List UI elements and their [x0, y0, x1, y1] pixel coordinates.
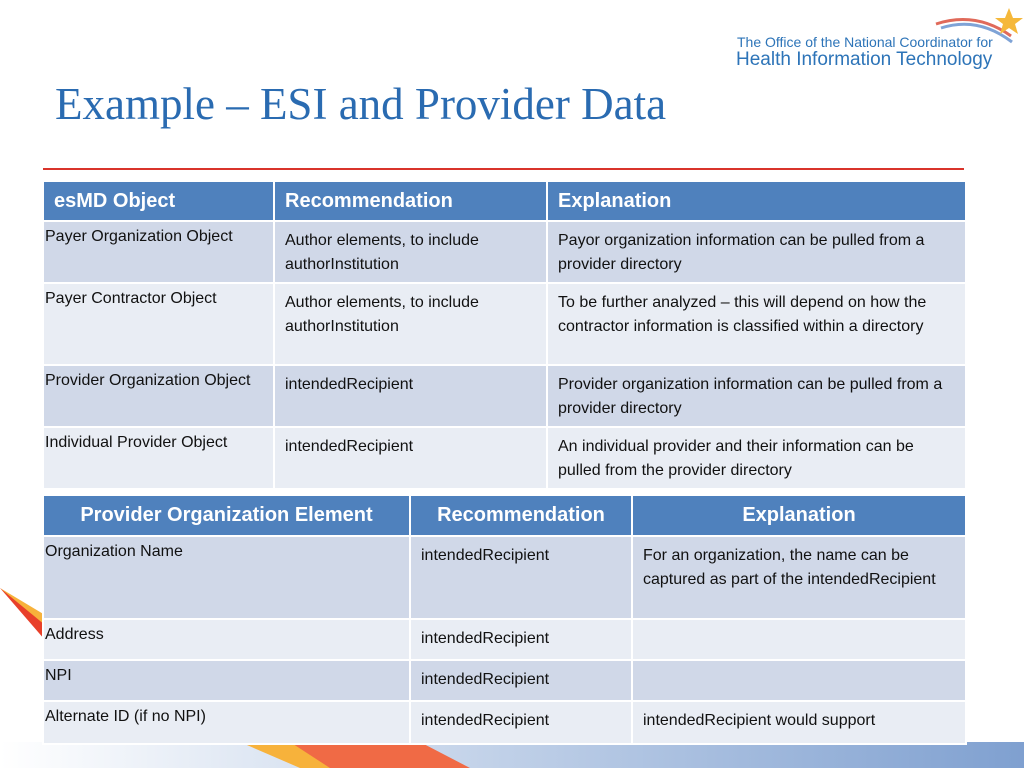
- esmd-object-table: [42, 180, 967, 490]
- cell: [632, 619, 966, 660]
- cell: Payor organization information can be pulled from a provider directory: [547, 221, 966, 283]
- cell: An individual provider and their information can be pulled from the provider directory: [547, 427, 966, 489]
- cell: Individual Provider Object: [43, 427, 274, 489]
- provider-organization-table: [42, 494, 967, 745]
- cell: intendedRecipient: [274, 427, 547, 489]
- cell: Author elements, to include authorInstitution: [274, 221, 547, 283]
- cell: intendedRecipient: [410, 660, 632, 701]
- cell: intendedRecipient: [410, 701, 632, 744]
- header-provider-organization-element: Provider Organization Element: [43, 495, 410, 536]
- cell: Provider Organization Object: [43, 365, 274, 427]
- cell: Alternate ID (if no NPI): [43, 701, 410, 744]
- cell: For an organization, the name can be captured as part of the intendedRecipient: [632, 536, 966, 619]
- slide-title: Example – ESI and Provider Data: [55, 79, 667, 129]
- cell: Payer Organization Object: [43, 221, 274, 283]
- cell: Organization Name: [43, 536, 410, 619]
- logo-line2: Health Information Technology: [736, 49, 993, 70]
- table-row: [43, 701, 966, 744]
- cell: intendedRecipient would support: [632, 701, 966, 744]
- table-row: [43, 221, 966, 283]
- cell: intendedRecipient: [410, 536, 632, 619]
- cell: intendedRecipient: [410, 619, 632, 660]
- onc-logo: [736, 6, 1024, 72]
- header-recommendation: Recommendation: [274, 181, 547, 221]
- table-row: [43, 365, 966, 427]
- logo-line1: The Office of the National Coordinator for: [737, 34, 993, 50]
- cell: [632, 660, 966, 701]
- cell: Author elements, to include authorInstitution: [274, 283, 547, 365]
- table-row: [43, 427, 966, 489]
- table-row: [43, 660, 966, 701]
- table-row: [43, 619, 966, 660]
- cell: NPI: [43, 660, 410, 701]
- title-divider: [43, 168, 964, 170]
- header-explanation: Explanation: [632, 495, 966, 536]
- header-recommendation: Recommendation: [410, 495, 632, 536]
- cell: Provider organization information can be pulled from a provider directory: [547, 365, 966, 427]
- cell: Address: [43, 619, 410, 660]
- header-explanation: Explanation: [547, 181, 966, 221]
- table-row: [43, 536, 966, 619]
- cell: intendedRecipient: [274, 365, 547, 427]
- header-esmd-object: esMD Object: [43, 181, 274, 221]
- table-row: [43, 283, 966, 365]
- cell: Payer Contractor Object: [43, 283, 274, 365]
- cell: To be further analyzed – this will depend on how the contractor information is classified within a directory: [547, 283, 966, 365]
